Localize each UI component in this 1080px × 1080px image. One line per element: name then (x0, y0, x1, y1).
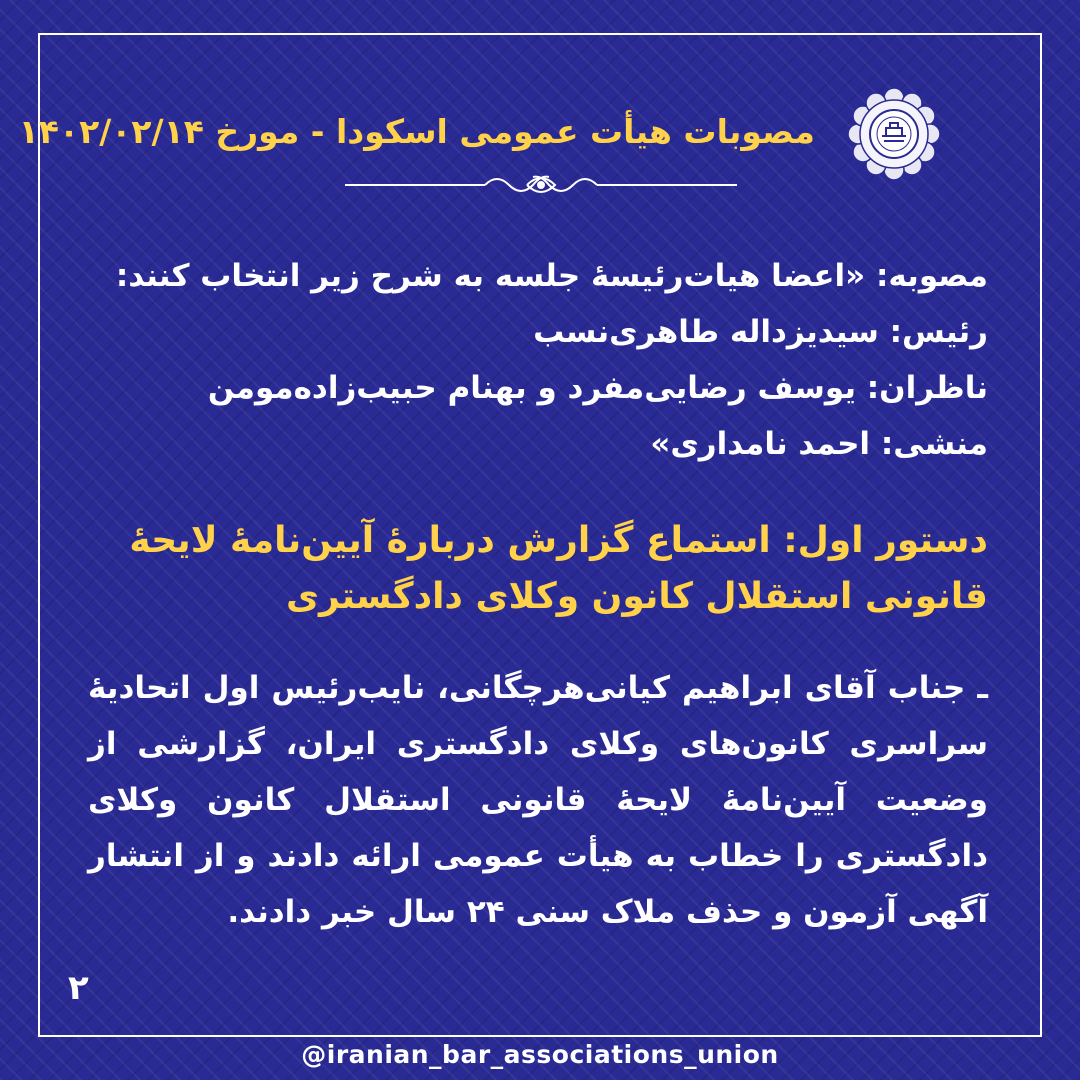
agenda-title: دستور اول: استماع گزارش دربارهٔ آیین‌نامهٔ لایحهٔ قانونی استقلال کانون وکلای دادگستری (129, 520, 988, 617)
bar-association-emblem-icon (848, 88, 940, 180)
resolution-line-observers: ناظران: یوسف رضایی‌مفرد و بهنام حبیب‌زاده‌مومن (207, 370, 988, 406)
page-title: مصوبات هیأت عمومی اسکودا - مورخ ۱۴۰۲/۰۲/۱۴ (18, 112, 815, 151)
resolution-block (88, 248, 988, 472)
page-number: ۲ (68, 968, 89, 1008)
social-handle: @iranian_bar_associations_union (301, 1040, 779, 1069)
resolution-line-chairman: رئیس: سیدیزداله طاهری‌نسب (533, 314, 988, 350)
resolution-line-secretary: منشی: احمد نامداری» (650, 426, 988, 462)
scroll-divider-icon (345, 170, 737, 200)
agenda-body: ـ جناب آقای ابراهیم کیانی‌هرچگانی، نایب‌رئیس اول اتحادیهٔ سراسری کانون‌های وکلای دادگستری ایران، گزارشی از وضعیت آیین‌نامهٔ لایحهٔ قانونی استقلال کانون وکلای دادگستری را خطاب به هیأت عمومی ارائه دادند و از انتشار آگهی آزمون و حذف ملاک سنی ۲۴ سال خبر دادند. (88, 670, 988, 930)
resolution-line: مصوبه: «اعضا هیات‌رئیسهٔ جلسه به شرح زیر انتخاب کنند: (115, 258, 988, 294)
